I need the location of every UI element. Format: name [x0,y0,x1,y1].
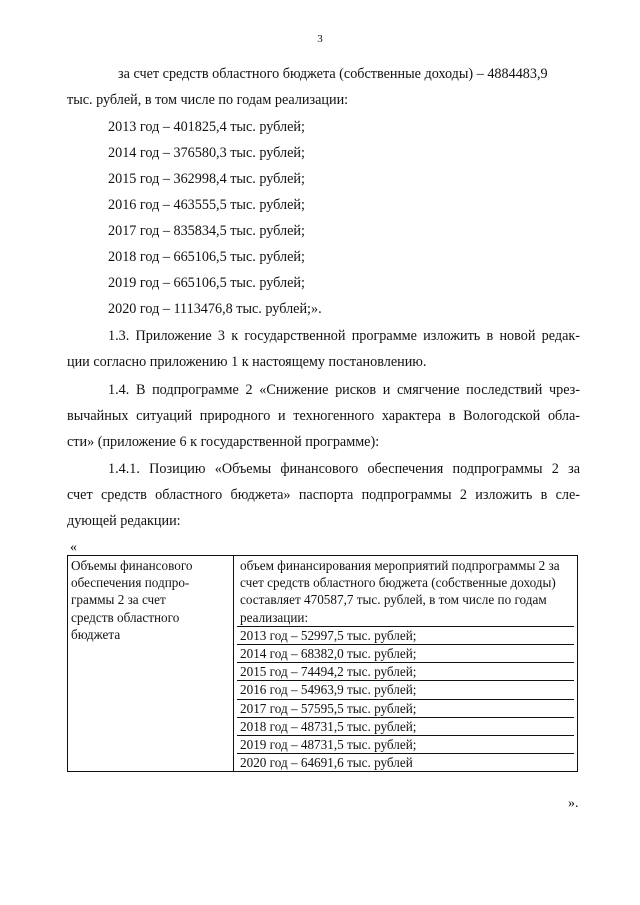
label-cell [68,556,234,772]
opening-quote: « [70,540,77,555]
value-intro-line: реализации: [237,609,574,627]
paragraph-1-4-1-line-1: 1.4.1. Позицию «Объемы финансового обеспечения подпрограммы 2 за [108,461,580,477]
regional-budget-line-1: за счет средств областного бюджета (собственные доходы) – 4884483,9 [118,66,548,82]
label-line: граммы 2 за счет [71,592,166,608]
value-year-line: 2017 год – 57595,5 тыс. рублей; [237,700,574,718]
year-line: 2020 год – 1113476,8 тыс. рублей;». [108,301,322,317]
year-line: 2015 год – 362998,4 тыс. рублей; [108,171,305,187]
paragraph-1-4-line-1: 1.4. В подпрограмме 2 «Снижение рисков и смягчение последствий чрез- [108,382,580,398]
value-year-line: 2013 год – 52997,5 тыс. рублей; [237,627,574,645]
year-line: 2016 год – 463555,5 тыс. рублей; [108,197,305,213]
label-line: Объемы финансового [71,558,193,573]
year-line: 2017 год – 835834,5 тыс. рублей; [108,223,305,239]
value-intro-line: составляет 470587,7 тыс. рублей, в том числе по годам [240,592,547,608]
value-cell [234,556,578,772]
value-year-line: 2016 год – 54963,9 тыс. рублей; [237,681,574,699]
paragraph-1-4-line-2: вычайных ситуаций природного и техногенного характера в Вологодской обла- [67,408,580,424]
value-year-line: 2020 год – 64691,6 тыс. рублей [240,755,413,771]
paragraph-1-3-line-2: ции согласно приложению 1 к настоящему постановлению. [67,354,427,370]
paragraph-1-4-1-line-2: счет средств областного бюджета» паспорта подпрограммы 2 изложить в сле- [67,487,580,503]
year-line: 2019 год – 665106,5 тыс. рублей; [108,275,305,291]
value-intro-line: счет средств областного бюджета (собственные доходы) [240,575,556,591]
value-year-line: 2019 год – 48731,5 тыс. рублей; [237,736,574,754]
value-year-line: 2015 год – 74494,2 тыс. рублей; [237,663,574,681]
regional-budget-line-2: тыс. рублей, в том числе по годам реализации: [67,92,349,108]
label-line: средств областного [71,609,180,625]
value-year-line: 2014 год – 68382,0 тыс. рублей; [237,645,574,663]
year-line: 2018 год – 665106,5 тыс. рублей; [108,249,305,265]
label-line: обеспечения подпро- [71,575,190,591]
value-year-line: 2018 год – 48731,5 тыс. рублей; [237,718,574,736]
table-row [68,556,578,772]
year-line: 2013 год – 401825,4 тыс. рублей; [108,119,305,135]
paragraph-1-4-1-line-3: дующей редакции: [67,513,181,529]
year-line: 2014 год – 376580,3 тыс. рублей; [108,145,305,161]
label-line: бюджета [71,626,121,642]
value-intro-line: объем финансирования мероприятий подпрограммы 2 за [240,558,560,573]
page-number: 3 [317,33,323,45]
closing-quote: ». [568,796,579,811]
paragraph-1-4-line-3: сти» (приложение 6 к государственной программе): [67,434,380,450]
paragraph-1-3-line-1: 1.3. Приложение 3 к государственной программе изложить в новой редак- [108,328,580,344]
funding-passport-table [67,555,578,772]
